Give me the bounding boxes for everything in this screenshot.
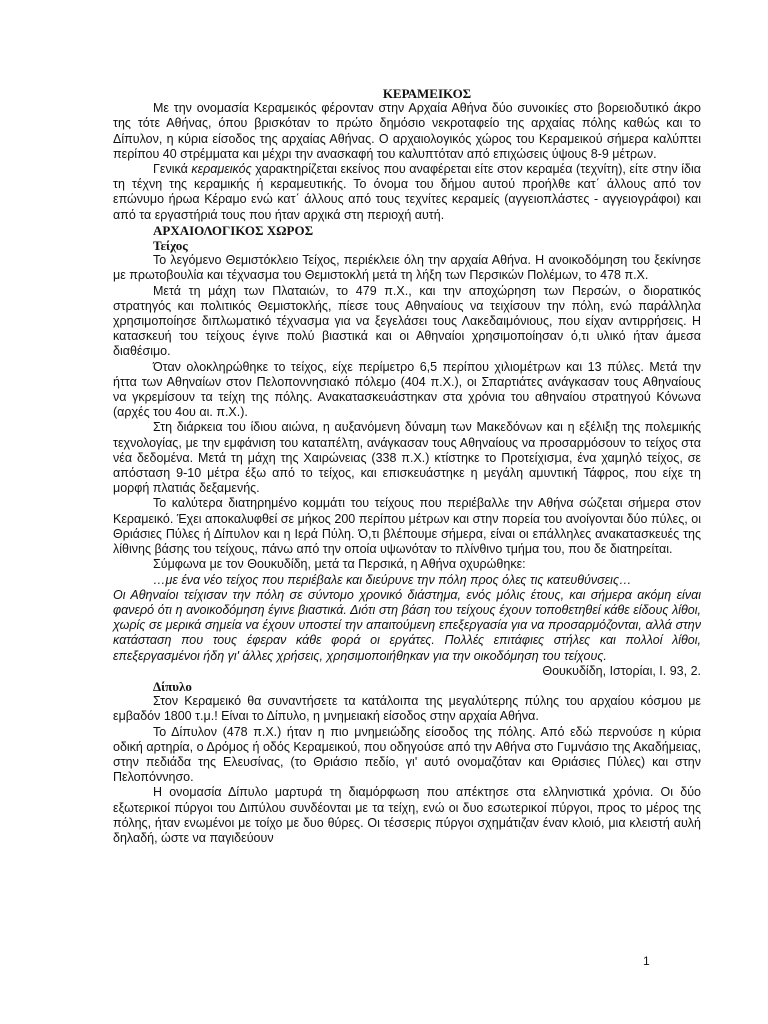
thucydides-quote: [113, 573, 701, 664]
wall-paragraph-5: Το καλύτερα διατηρημένο κομμάτι του τείχους που περιέβαλλε την Αθήνα σώζεται σήμερα στον Κεραμεικό. Έχει αποκαλυφθεί σε μήκος 200 περίπου μέτρων και στην πορεία του ανοίγονται δύο πύλες, οι Θριάσιες Πύλες ή Δίπυλον και η Ιερά Πύλη. Ό,τι βλέπουμε σήμερα, είναι οι επάλληλες ανακατασκευές της λίθινης βάσης του τείχους, πάνω από την οποία υψωνόταν το πλίνθινο τμήμα του, που δε διατηρείται.: [113, 496, 701, 557]
wall-paragraph-1: Το λεγόμενο Θεμιστόκλειο Τείχος, περιέκλειε όλη την αρχαία Αθήνα. Η ανοικοδόμηση του ξεκίνησε με πρωτοβουλία και τέχνασμα του Θεμιστοκλή μετά τη λήξη των Περσικών Πολέμων, το 478 π.Χ.: [113, 253, 701, 283]
citation: Θουκυδίδη, Ιστορίαι, Ι. 93, 2.: [542, 663, 701, 678]
heading-dipylon: Δίπυλο: [153, 678, 192, 694]
wall-paragraph-6: Σύμφωνα με τον Θουκυδίδη, μετά τα Περσικά, η Αθήνα οχυρώθηκε:: [153, 557, 526, 572]
dipylon-paragraph-3: Η ονομασία Δίπυλο μαρτυρά τη διαμόρφωση που απέκτησε στα ελληνιστικά χρόνια. Οι δύο εξωτερικοί πύργοι του Διπύλου συνδέονται με τα τείχη, ενώ οι δυο εσωτερικοί πύργοι, προς το μέρος της πόλης, ήταν ενωμένοι με τοίχο με δυο θύρες. Οι τέσσερις πύργοι σχημάτιζαν έναν κλοιό, μια κλειστή αυλή δηλαδή, ώστε να παγιδεύουν: [113, 785, 701, 845]
intro-p2-end: χαρακτηρίζεται εκείνος που αναφέρεται είτε στον κεραμέα (τεχνίτη), είτε στην ίδια τη τέχνη της κεραμικής ή κεραμευτικής. Το όνομα του δήμου αυτού προήλθε κατ΄ άλλους από τον επώνυμο ήρωα Κέραμο ενώ κατ΄ άλλους από τους τεχνίτες κεραμείς (αγγειοπλάστες - αγγειογράφοι) και από τα εργαστήριά τους που ήταν αρχικά στη περιοχή αυτή.: [113, 162, 701, 222]
wall-paragraph-2: Μετά τη μάχη των Πλαταιών, το 479 π.Χ., και την αποχώρηση των Περσών, ο διορατικός στρατηγός και πολιτικός Θεμιστοκλής, πίεσε τους Αθηναίους να τειχίσουν την πόλη, ενώ παράλληλα χρησιμοποίησε διπλωματικό τέχνασμα για να ξεγελάσει τους Λακεδαιμόνιους, που είχαν αντιρρήσεις. Η κατασκευή του τείχους έγινε πολύ βιαστικά και οι Αθηναίοι χρησιμοποίησαν ό,τι υλικό ήταν άμεσα διαθέσιμο.: [113, 283, 701, 359]
intro-paragraph-1: Με την ονομασία Κεραμεικός φέρονταν στην Αρχαία Αθήνα δύο συνοικίες στο βορειοδυτικό άκρο της τότε Αθήνας, όπου βρισκόταν το πρώτο δημόσιο νεκροταφείο της αρχαίας πόλης καθώς και το Δίπυλον, η κύρια είσοδος της αρχαίας Αθήνας. Ο αρχαιολογικός χώρος του Κεραμεικού σήμερα καλύπτει περίπου 40 στρέμματα και μέχρι την ανασκαφή του καλυπτόταν από επιχώσεις ύψους 8-9 μέτρων.: [113, 101, 701, 161]
intro-p2-start: Γενικά: [153, 162, 192, 177]
wall-paragraph-4: Στη διάρκεια του ίδιου αιώνα, η αυξανόμενη δύναμη των Μακεδόνων και η εξέλιξη της πολεμικής τεχνολογίας, με την εμφάνιση του καταπέλτη, ανάγκασαν τους Αθηναίους να προσαρμόσουν το τείχος στα νέα δεδομένα. Μετά τη μάχη της Χαιρώνειας (338 π.Χ.) κτίστηκε το Προτείχισμα, ένα χαμηλό τείχος, σε απόσταση 9-10 μέτρα έξω από το τείχος, και επισκευάστηκε η μεγάλη αμυντική Τάφρος, που είχε τη μορφή πλατιάς δεξαμενής.: [113, 420, 701, 496]
quote-line-1: …με ένα νέο τείχος που περιέβαλε και διεύρυνε την πόλη προς όλες τις κατευθύνσεις…: [153, 572, 632, 587]
wall-paragraph-3: Όταν ολοκληρώθηκε το τείχος, είχε περίμετρο 6,5 περίπου χιλιομέτρων και 13 πύλες. Μετά την ήττα των Αθηναίων στον Πελοποννησιακό πόλεμο (404 π.Χ.), οι Σπαρτιάτες ανάγκασαν τους Αθηναίους να γκρεμίσουν τα τείχη της πόλης. Ανακατασκευάστηκαν στα χρόνια του αθηναίου στρατηγού Κόνωνα (αρχές του 4ου αι. π.Χ.).: [113, 359, 701, 420]
document-title: ΚΕΡΑΜΕΙΚΟΣ: [382, 86, 472, 101]
heading-archaeological-site: ΑΡΧΑΙΟΛΟΓΙΚΟΣ ΧΩΡΟΣ: [153, 222, 314, 238]
quote-body: Οι Αθηναίοι τείχισαν την πόλη σε σύντομο χρονικό διάστημα, ενός μόλις έτους, και σήμερα ακόμη είναι φανερό ότι η ανοικοδόμηση έγινε βιαστικά. Διότι στη βάση του τείχους έχουν τοποθετηθεί κάθε είδους λίθοι, χωρίς σε μερικά σημεία να έχουν υποστεί την απαιτούμενη επεξεργασία για να προσαρμόζονται, αλλά στην κατάσταση που τους έφεραν κάθε φορά οι εργάτες. Πολλές επιτάφιες στήλες και πολλοί λίθοι, επεξεργασμένοι ήδη γι' άλλες χρήσεις, χρησιμοποιήθηκαν για την οικοδόμηση του τείχους.: [113, 587, 701, 663]
intro-p2-emphasis: κεραμεικός: [191, 162, 252, 177]
document-page: [113, 86, 701, 846]
intro-paragraph-2: [113, 162, 701, 223]
dipylon-paragraph-1: Στον Κεραμεικό θα συναντήσετε τα κατάλοιπα της μεγαλύτερης πύλης του αρχαίου κόσμου με εμβαδόν 1800 τ.μ.! Είναι το Δίπυλο, η μνημειακή είσοδος στην αρχαία Αθήνα.: [113, 694, 701, 724]
heading-wall: Τείχος: [153, 238, 188, 254]
dipylon-paragraph-2: Το Δίπυλον (478 π.Χ.) ήταν η πιο μνημειώδης είσοδος της πόλης. Από εδώ περνούσε η κύρια οδική αρτηρία, ο Δρόμος ή οδός Κεραμεικού, που οδηγούσε από την Αθήνα στο Γυμνάσιο της Ακαδήμειας, στην πεδιάδα της Ελευσίνας, (το Θριάσιο πεδίο, γι' αυτό ονομαζόταν και Θριάσιες Πύλες) και στην Πελοπόννησο.: [113, 724, 701, 785]
page-number: 1: [643, 954, 650, 968]
